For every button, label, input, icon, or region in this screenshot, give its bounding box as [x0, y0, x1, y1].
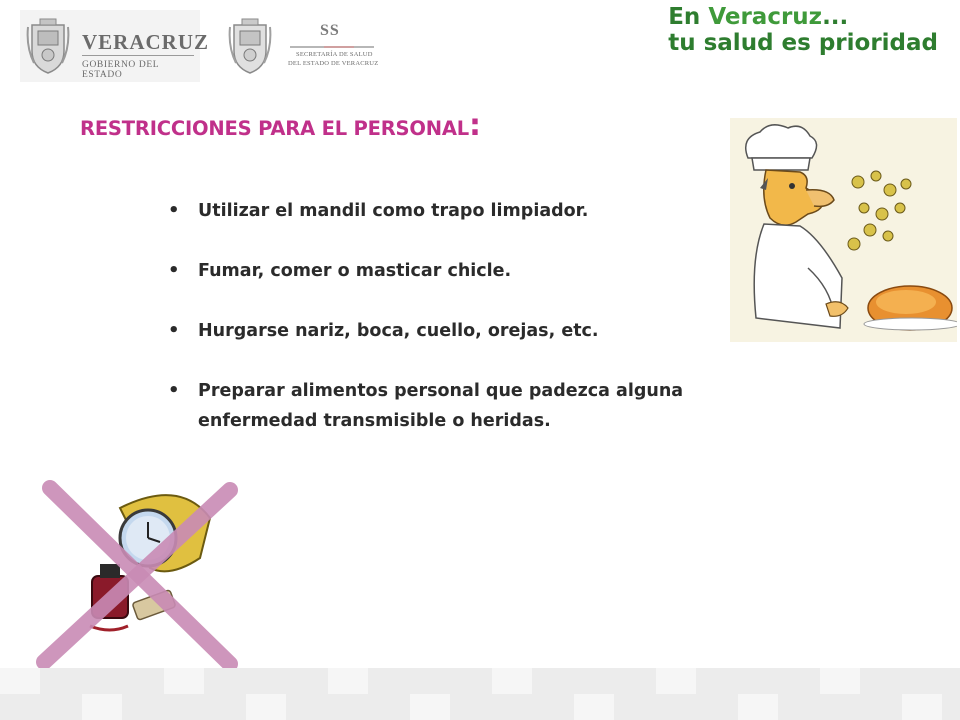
footer-decoration: [0, 668, 960, 720]
list-item: • Hurgarse nariz, boca, cuello, orejas, etc.: [168, 316, 768, 346]
restrictions-list: [168, 196, 768, 466]
footer-tile: [164, 668, 204, 694]
ss-logo-initials: SS: [320, 22, 340, 39]
veracruz-logo: [20, 10, 210, 82]
ss-logo-line2: DEL ESTADO DE VERACRUZ: [288, 60, 379, 67]
footer-tile: [82, 694, 122, 720]
prohibited-items-image: [30, 478, 250, 674]
chef-sneezing-image: [730, 118, 957, 342]
slogan-suffix: ...: [822, 4, 849, 30]
footer-tile: [492, 668, 532, 694]
prohibited-cross-icon: [30, 478, 250, 674]
list-item: • Utilizar el mandil como trapo limpiador.: [168, 196, 768, 226]
footer-tile: [820, 668, 860, 694]
ss-logo-line1: SECRETARÍA DE SALUD: [296, 51, 373, 58]
footer-tile: [246, 694, 286, 720]
list-item: • Preparar alimentos personal que padezca alguna enfermedad transmisible o heridas.: [168, 376, 768, 436]
slogan-line2: tu salud es prioridad: [668, 30, 938, 57]
list-item: • Fumar, comer o masticar chicle.: [168, 256, 768, 286]
veracruz-logo-subtitle: GOBIERNO DEL ESTADO: [82, 60, 159, 80]
slogan-line1: [668, 4, 938, 30]
secretaria-salud-logo: [224, 10, 384, 82]
slogan-prefix: En: [668, 4, 709, 30]
page-title-text: RESTRICCIONES PARA EL PERSONAL: [80, 117, 469, 140]
slogan-highlight: Veracruz: [708, 4, 823, 30]
footer-tile: [738, 694, 778, 720]
footer-tile: [574, 694, 614, 720]
page-title: [80, 108, 481, 143]
chef-illustration-icon: [730, 118, 957, 342]
page-title-colon: :: [469, 108, 481, 143]
logo-divider: [82, 55, 194, 56]
coat-of-arms-icon: [26, 17, 70, 75]
footer-tile: [902, 694, 942, 720]
slogan: [668, 4, 938, 57]
footer-tile: [410, 694, 450, 720]
footer-tile: [656, 668, 696, 694]
ss-logo-accent: [324, 46, 354, 48]
veracruz-logo-name: VERACRUZ: [82, 30, 210, 54]
footer-tile: [0, 668, 40, 694]
footer-tile: [328, 668, 368, 694]
coat-of-arms-icon: [228, 17, 272, 75]
